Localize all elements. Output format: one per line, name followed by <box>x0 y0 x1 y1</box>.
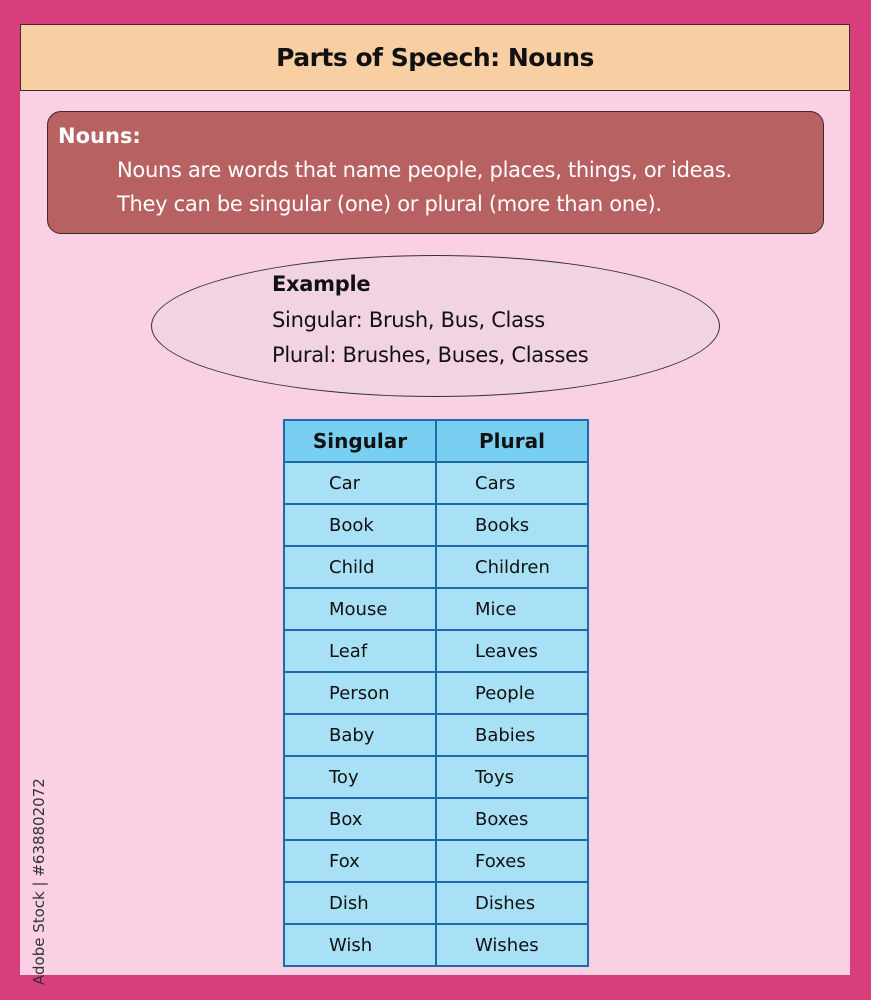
example-singular: Singular: Brush, Bus, Class <box>272 308 545 332</box>
definition-line: They can be singular (one) or plural (more than one). <box>117 192 662 216</box>
plural-cell: Mice <box>436 588 588 630</box>
watermark-text: Adobe Stock | #638802072 <box>30 778 48 985</box>
plural-cell: Foxes <box>436 840 588 882</box>
table-row <box>284 924 588 966</box>
singular-cell: Fox <box>284 840 436 882</box>
singular-cell: Box <box>284 798 436 840</box>
singular-cell: Baby <box>284 714 436 756</box>
plural-cell: Children <box>436 546 588 588</box>
header-singular: Singular <box>284 420 436 462</box>
singular-cell: Child <box>284 546 436 588</box>
title-bar <box>20 24 850 91</box>
table-row <box>284 840 588 882</box>
example-heading: Example <box>272 272 371 296</box>
table-row <box>284 672 588 714</box>
definition-heading: Nouns: <box>58 124 141 148</box>
plural-cell: Wishes <box>436 924 588 966</box>
table-row <box>284 462 588 504</box>
definition-box <box>47 111 824 234</box>
plural-cell: Boxes <box>436 798 588 840</box>
plural-cell: Leaves <box>436 630 588 672</box>
table-row <box>284 504 588 546</box>
plural-cell: People <box>436 672 588 714</box>
plural-cell: Cars <box>436 462 588 504</box>
singular-cell: Dish <box>284 882 436 924</box>
nouns-table <box>283 419 589 967</box>
singular-cell: Car <box>284 462 436 504</box>
plural-cell: Babies <box>436 714 588 756</box>
table-row <box>284 588 588 630</box>
page-title: Parts of Speech: Nouns <box>276 43 594 72</box>
table-row <box>284 546 588 588</box>
table-row <box>284 714 588 756</box>
table-row <box>284 756 588 798</box>
singular-cell: Mouse <box>284 588 436 630</box>
definition-line: Nouns are words that name people, places, things, or ideas. <box>117 158 732 182</box>
table-row <box>284 882 588 924</box>
plural-cell: Toys <box>436 756 588 798</box>
example-plural: Plural: Brushes, Buses, Classes <box>272 343 589 367</box>
plural-cell: Dishes <box>436 882 588 924</box>
plural-cell: Books <box>436 504 588 546</box>
table-row <box>284 798 588 840</box>
table-row <box>284 630 588 672</box>
singular-cell: Book <box>284 504 436 546</box>
header-plural: Plural <box>436 420 588 462</box>
singular-cell: Wish <box>284 924 436 966</box>
singular-cell: Leaf <box>284 630 436 672</box>
singular-cell: Toy <box>284 756 436 798</box>
singular-cell: Person <box>284 672 436 714</box>
